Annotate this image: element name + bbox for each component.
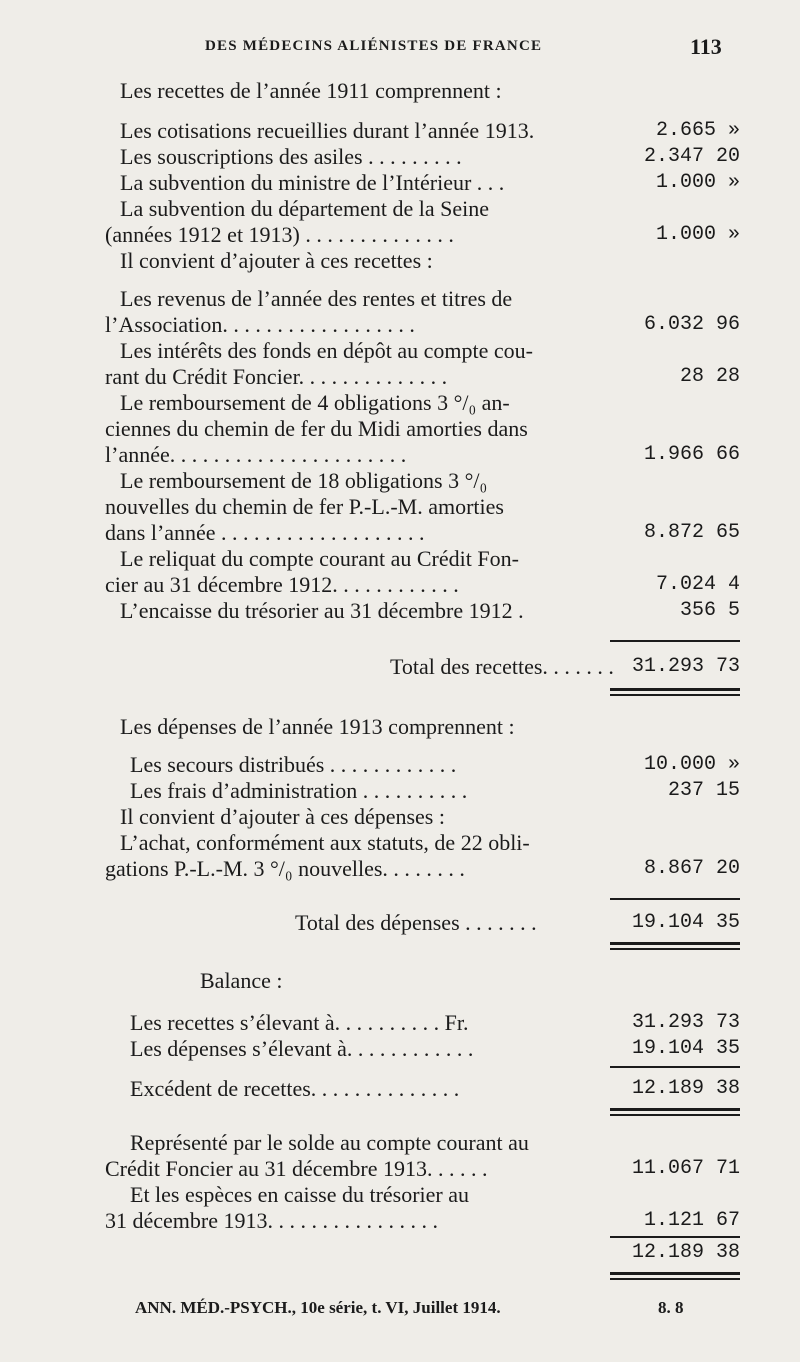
double-rule (610, 694, 740, 696)
sum-rule (610, 1236, 740, 1238)
sum-rule (610, 1066, 740, 1068)
signature-mark: 8. 8 (658, 1298, 684, 1317)
double-rule (610, 1108, 740, 1111)
document-page: DES MÉDECINS ALIÉNISTES DE FRANCE 113 Les recettes de l’année 1911 comprennent : Les cotisations recueillies durant l’année 1913. 2.665 » Les souscriptions des asiles . . . . . . . . . 2.347 20 La subvention du ministre de l’Intérieur . . . 1.000 » La subvention du département de la Seine (années 1912 et 1913) . . . . . . . . . . . . . . 1.000 » Il convient d’ajouter à ces recettes : Les revenus de l’année des rentes et titres de l’Association. . . . . . . . . . . . . . . . . . 6.032 96 Les intérêts des fonds en dépôt au compte cou- rant du Crédit Foncier. . . . . . . . . . . . . . 28 28 Le remboursement de 4 obligations 3 °/₀ an- ciennes du chemin de fer du Midi amorties dans l’année. . . . . . . . . . . . . . . . . . . . . . 1.966 66 Le remboursement de 18 obligations 3 °/₀ nouvelles du chemin de fer P.-L.-M. amorties dans l’année . . . . . . . . . . . . . . . . . . . 8.872 65 Le reliquat du compte courant au Crédit Fon- cier au 31 décembre 1912. . . . . . . . . . . . 7.024 4 L’encaisse du trésorier au 31 décembre 1912 . 356 5 Total des recettes. . . . . . . 31.293 73 Les dépenses de l’année 1913 comprennent : Les secours distribués . . . . . . . . . . . . 10.000 » Les frais d’administration . . . . . . . . . . 237 15 Il convient d’ajouter à ces dépenses : L’achat, conformément aux statuts, de 22 obli- gations P.-L.-M. 3 °/₀ nouvelles. . . . . . . . 8.867 20 Total des dépenses . . . . . . . 19.104 35 Balance : Les recettes s’élevant à. . . . . . . . . . Fr. 31.293 73 Les dépenses s’élevant à. . . . . . . . . . . . 19.104 35 Excédent de recettes. . . . . . . . . . . . . . 12.189 38 Représenté par le solde au compte courant au Crédit Foncier au 31 décembre 1913. . . . . . 11.067 71 Et les espèces en caisse du trésorier au 31 décembre 1913. . . . . . . . . . . . . . . . 1.121 67 12.189 38 ANN. MÉD.-PSYCH., 10e série, t. VI, Juillet 1914. 8. 8 (105, 34, 740, 1317)
double-rule (610, 1278, 740, 1280)
page-number: 113 (690, 34, 722, 59)
double-rule (610, 948, 740, 950)
double-rule (610, 1114, 740, 1116)
sum-rule (610, 898, 740, 900)
journal-citation: ANN. MÉD.-PSYCH., 10e série, t. VI, Juillet 1914. (135, 1298, 501, 1317)
sum-rule (610, 640, 740, 642)
double-rule (610, 688, 740, 691)
double-rule (610, 942, 740, 945)
double-rule (610, 1272, 740, 1275)
running-title: DES MÉDECINS ALIÉNISTES DE FRANCE (205, 38, 543, 54)
